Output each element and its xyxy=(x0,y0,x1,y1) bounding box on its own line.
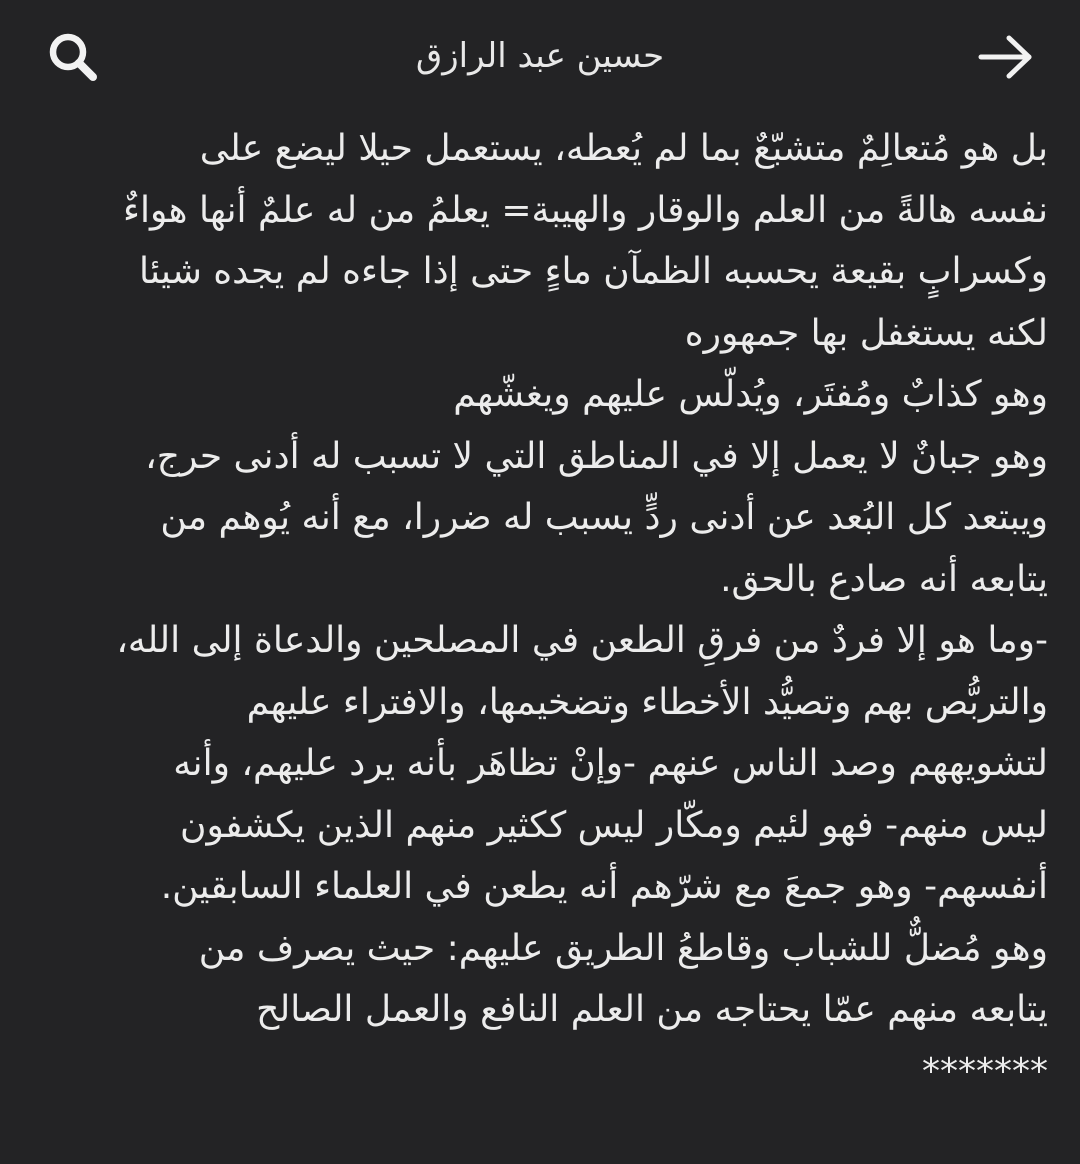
post-line: -وما هو إلا فردٌ من فرقِ الطعن في المصلحين والدعاة إلى الله، xyxy=(116,620,1048,661)
post-line: أنفسهم- وهو جمعَ مع شرّهم أنه يطعن في العلماء السابقين. xyxy=(160,866,1048,907)
post-line: وكسرابٍ بقيعة يحسبه الظمآن ماءٍ حتى إذا جاءه لم يجده شيئا xyxy=(139,251,1048,292)
post-line: بل هو مُتعالِمٌ متشبّعٌ بما لم يُعطه، يستعمل حيلا ليضع على xyxy=(199,128,1048,169)
post-line: ليس منهم- فهو لئيم ومكّار ليس ككثير منهم الذين يكشفون xyxy=(180,804,1048,846)
post-line: يتابعه منهم عمّا يحتاجه من العلم النافع والعمل الصالح xyxy=(256,989,1048,1030)
post-separator: ******* xyxy=(922,1050,1048,1092)
post-line: لتشويههم وصد الناس عنهم -وإنْ تظاهَر بأنه يرد عليهم، وأنه xyxy=(173,743,1048,784)
post-line: وهو مُضلٌّ للشباب وقاطعُ الطريق عليهم: حيث يصرف من xyxy=(198,927,1048,969)
search-button[interactable] xyxy=(38,22,108,92)
post-line: نفسه هالةً من العلم والوقار والهيبة= يعلمُ من له علمٌ أنها هواءٌ xyxy=(123,189,1048,231)
post-line: وهو جبانٌ لا يعمل إلا في المناطق التي لا تسبب له أدنى حرج، xyxy=(145,435,1048,477)
post-line: يتابعه أنه صادع بالحق. xyxy=(720,558,1048,600)
page-title: حسين عبد الرازق xyxy=(415,36,665,76)
post-line: لكنه يستغفل بها جمهوره xyxy=(684,312,1048,354)
post-body xyxy=(32,118,1048,1102)
post-line: والتربُّص بهم وتصيُّد الأخطاء وتضخيمها، والافتراء عليهم xyxy=(246,681,1048,723)
top-bar xyxy=(0,0,1080,112)
forward-button[interactable] xyxy=(972,22,1042,92)
post-line: ويبتعد كل البُعد عن أدنى ردٍّ يسبب له ضررا، مع أنه يُوهم من xyxy=(160,497,1048,538)
arrow-right-icon xyxy=(977,32,1037,82)
search-icon xyxy=(45,29,101,85)
post-line: وهو كذابٌ ومُفتَر، ويُدلّس عليهم ويغشّهم xyxy=(453,374,1048,415)
